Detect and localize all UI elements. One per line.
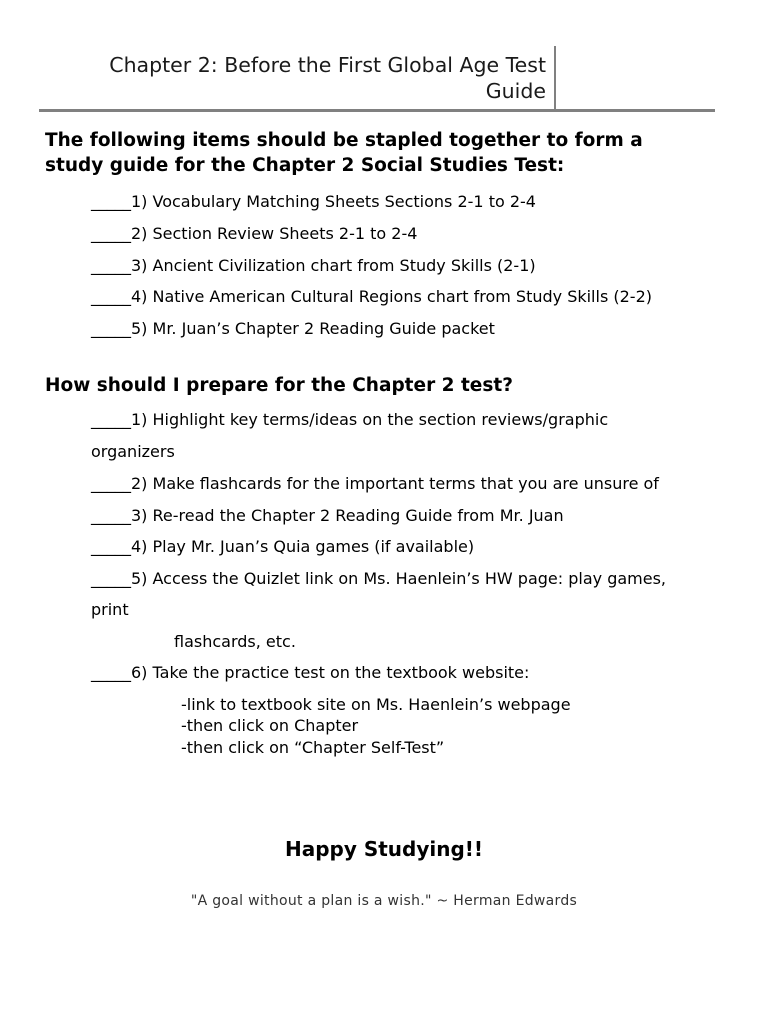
header-box <box>40 46 556 110</box>
prepare-item-6: _____6) Take the practice test on the textbook website: <box>91 663 530 682</box>
prepare-section-heading: How should I prepare for the Chapter 2 test? <box>45 375 513 396</box>
header-divider <box>39 109 715 112</box>
staple-heading-line-2: study guide for the Chapter 2 Social Studies Test: <box>45 155 565 176</box>
staple-item-4: _____4) Native American Cultural Regions chart from Study Skills (2-2) <box>91 287 652 306</box>
staple-item-3: _____3) Ancient Civilization chart from Study Skills (2-1) <box>91 256 536 275</box>
staple-heading-line-1: The following items should be stapled together to form a <box>45 130 643 151</box>
staple-section-heading <box>45 128 735 178</box>
prepare-item-2: _____2) Make flashcards for the important terms that you are unsure of <box>91 474 659 493</box>
prepare-item-5-line-3: flashcards, etc. <box>174 632 296 651</box>
sub-step-1: -link to textbook site on Ms. Haenlein’s webpage <box>181 695 571 714</box>
staple-item-1: _____1) Vocabulary Matching Sheets Sections 2-1 to 2-4 <box>91 192 536 211</box>
page-title <box>46 52 546 104</box>
prepare-item-1-line-2: organizers <box>91 442 175 461</box>
page-title-line-2: Guide <box>485 79 546 103</box>
prepare-item-1-line-1: _____1) Highlight key terms/ideas on the section reviews/graphic <box>91 410 609 429</box>
prepare-item-5-line-1: _____5) Access the Quizlet link on Ms. Haenlein’s HW page: play games, <box>91 569 666 588</box>
page-title-line-1: Chapter 2: Before the First Global Age Test <box>109 53 546 77</box>
staple-item-2: _____2) Section Review Sheets 2-1 to 2-4 <box>91 224 418 243</box>
closing-message: Happy Studying!! <box>284 837 484 861</box>
prepare-item-4: _____4) Play Mr. Juan’s Quia games (if available) <box>91 537 475 556</box>
sub-step-3: -then click on “Chapter Self-Test” <box>181 738 445 757</box>
prepare-item-5-line-2: print <box>91 600 129 619</box>
closing-quote: "A goal without a plan is a wish." ~ Herman Edwards <box>190 893 578 909</box>
staple-item-5: _____5) Mr. Juan’s Chapter 2 Reading Guide packet <box>91 319 495 338</box>
sub-step-2: -then click on Chapter <box>181 716 359 735</box>
prepare-item-3: _____3) Re-read the Chapter 2 Reading Guide from Mr. Juan <box>91 506 564 525</box>
